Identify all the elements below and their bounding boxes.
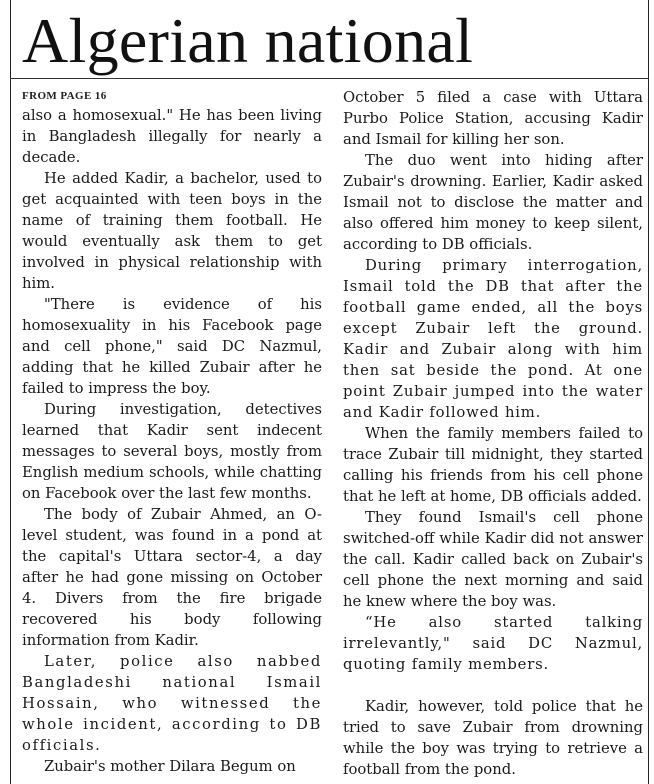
paragraph: "There is evidence of his homosexuality in his Facebook page and cell phone," said DC Nazmul, adding that he killed Zubair after he failed to impress the boy. — [22, 296, 322, 397]
left-column — [22, 87, 322, 777]
paragraph: October 5 filed a case with Uttara Purbo Police Station, accusing Kadir and Ismail for killing her son. — [343, 89, 643, 148]
continuation-kicker: FROM PAGE 16 — [22, 90, 107, 102]
paragraph: During primary interrogation, Ismail told the DB that after the football game ended, all the boys except Zubair left the ground. Kadir and Zubair along with him then sat beside the pond. At one point Zubair jumped into the water and Kadir followed him. — [343, 257, 643, 421]
column-border-right — [648, 0, 649, 784]
paragraph: When the family members failed to trace Zubair till midnight, they started calling his friends from his cell phone that he left at home, DB officials added. — [343, 425, 643, 505]
paragraph: Zubair's mother Dilara Begum on — [44, 758, 296, 775]
paragraph: also a homosexual." He has been living in Bangladesh illegally for nearly a decade. — [22, 107, 322, 166]
column-border-left — [10, 0, 11, 784]
paragraph: They found Ismail's cell phone switched-off while Kadir did not answer the call. Kadir called back on Zubair's cell phone the next morning and said he knew where the boy was. — [343, 509, 643, 610]
paragraph: “He also started talking irrelevantly," said DC Nazmul, quoting family members. — [343, 614, 643, 673]
paragraph: The body of Zubair Ahmed, an O-level student, was found in a pond at the capital's Uttara sector-4, a day after he had gone missing on October 4. Divers from the fire brigade recovered his body following information from Kadir. — [22, 506, 322, 649]
paragraph: During investigation, detectives learned that Kadir sent indecent messages to several boys, mostly from English medium schools, while chatting on Facebook over the last few months. — [22, 401, 322, 502]
paragraph: Later, police also nabbed Bangladeshi national Ismail Hossain, who witnessed the whole incident, according to DB officials. — [22, 653, 322, 754]
article-headline: Algerian national — [22, 5, 474, 76]
headline-rule — [10, 78, 649, 79]
paragraph: He added Kadir, a bachelor, used to get acquainted with teen boys in the name of training them football. He would eventually ask them to get involved in physical relationship with him. — [22, 170, 322, 292]
right-column — [343, 87, 643, 780]
paragraph: Kadir, however, told police that he tried to save Zubair from drowning while the boy was trying to retrieve a football from the pond. — [343, 698, 643, 778]
paragraph: The duo went into hiding after Zubair's drowning. Earlier, Kadir asked Ismail not to disclose the matter and also offered him money to keep silent, according to DB officials. — [343, 152, 643, 253]
